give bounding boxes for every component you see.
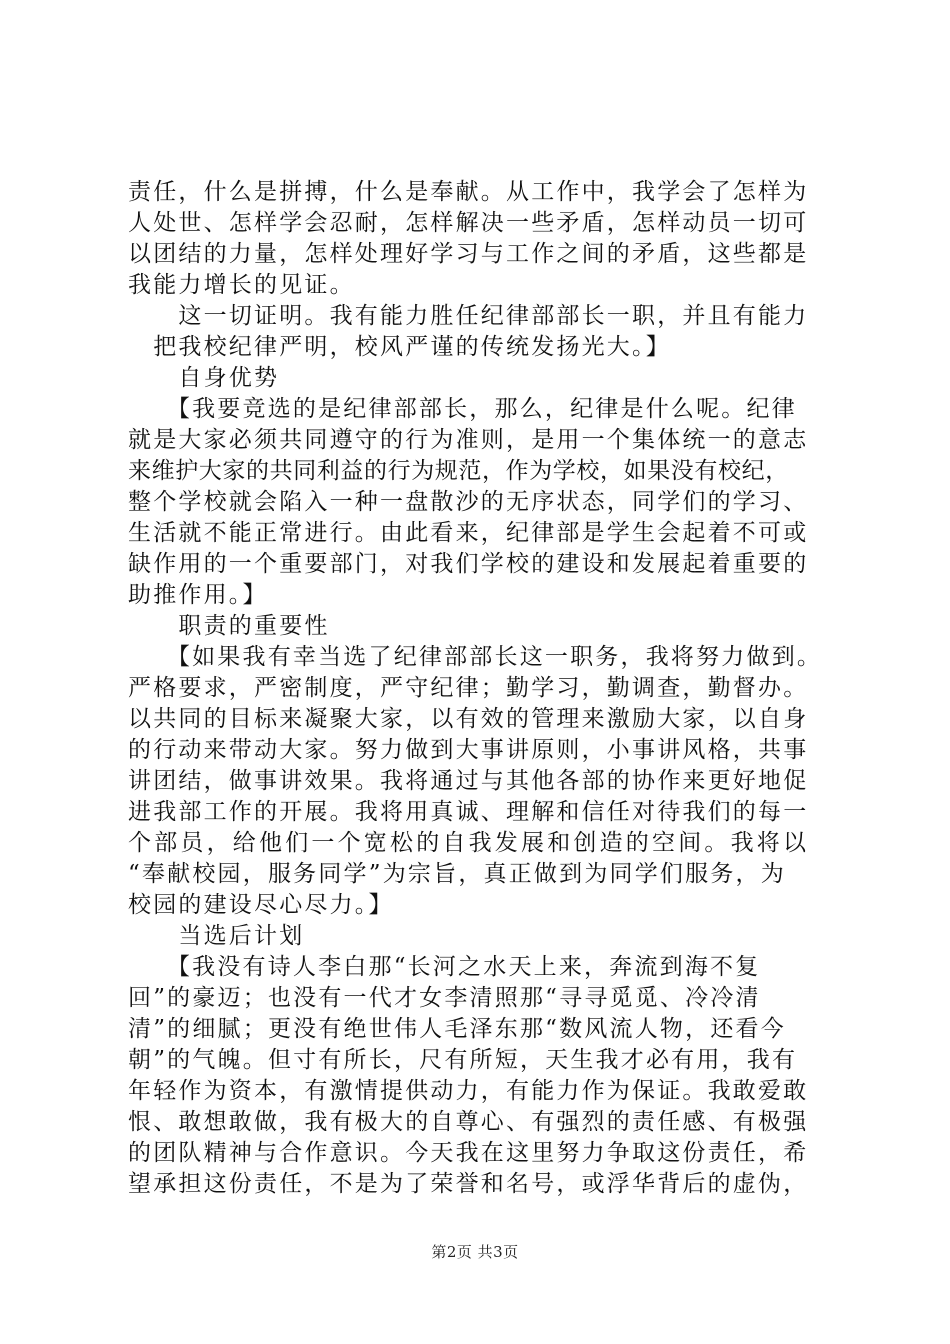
text-line: 进我部工作的开展。我将用真诚、理解和信任对待我们的每一 (128, 799, 809, 825)
text-line: 这一切证明。我有能力胜任纪律部部长一职，并且有能力 (128, 303, 809, 329)
text-line: 清”的细腻；更没有绝世伟人毛泽东那“数风流人物，还看今 (128, 1016, 786, 1042)
text-line: 【我要竞选的是纪律部部长，那么，纪律是什么呢。纪律 (128, 396, 797, 422)
text-line: 以共同的目标来凝聚大家，以有效的管理来激励大家，以自身 (128, 706, 809, 732)
text-line: 生活就不能正常进行。由此看来，纪律部是学生会起着不可或 (128, 520, 809, 546)
document-body (128, 177, 848, 1200)
text-line: 人处世、怎样学会忍耐，怎样解决一些矛盾，怎样动员一切可 (128, 210, 809, 236)
text-line: 朝”的气魄。但寸有所长，尺有所短，天生我才必有用，我有 (128, 1047, 798, 1073)
text-line: 就是大家必须共同遵守的行为准则，是用一个集体统一的意志 (128, 427, 809, 453)
text-line: 助推作用。】 (128, 582, 268, 608)
text-line: 望承担这份责任，不是为了荣誉和名号，或浮华背后的虚伪， (128, 1171, 809, 1197)
section-heading: 自身优势 (128, 365, 280, 391)
text-line: 校园的建设尽心尽力。】 (128, 892, 394, 918)
text-line: 【我没有诗人李白那“长河之水天上来，奔流到海不复 (128, 954, 761, 980)
text-line: 【如果我有幸当选了纪律部部长这一职务，我将努力做到。 (128, 644, 823, 670)
section-heading: 当选后计划 (128, 923, 305, 949)
page-number-footer: 第2页 共3页 (431, 1243, 519, 1261)
text-line: 恨、敢想敢做，我有极大的自尊心、有强烈的责任感、有极强 (128, 1109, 809, 1135)
text-line: 我能力增长的见证。 (128, 272, 355, 298)
text-line: 责任，什么是拼搏，什么是奉献。从工作中，我学会了怎样为 (128, 179, 809, 205)
text-line: 以团结的力量，怎样处理好学习与工作之间的矛盾，这些都是 (128, 241, 809, 267)
text-line: 来维护大家的共同利益的行为规范，作为学校，如果没有校纪， (128, 458, 789, 484)
text-line: 的团队精神与合作意识。今天我在这里努力争取这份责任，希 (128, 1140, 809, 1166)
text-line: 缺作用的一个重要部门，对我们学校的建设和发展起着重要的 (128, 551, 809, 577)
section-heading: 职责的重要性 (128, 613, 330, 639)
text-line: 回”的豪迈；也没有一代才女李清照那“寻寻觅觅、冷冷清 (128, 985, 761, 1011)
text-line: 把我校纪律严明，校风严谨的传统发扬光大。】 (128, 334, 671, 360)
text-line: 严格要求，严密制度，严守纪律；勤学习，勤调查，勤督办。 (128, 675, 809, 701)
text-line: 讲团结，做事讲效果。我将通过与其他各部的协作来更好地促 (128, 768, 809, 794)
text-line: “奉献校园，服务同学”为宗旨，真正做到为同学们服务，为 (128, 861, 786, 887)
text-line: 的行动来带动大家。努力做到大事讲原则，小事讲风格，共事 (128, 737, 809, 763)
text-line: 年轻作为资本，有激情提供动力，有能力作为保证。我敢爱敢 (128, 1078, 809, 1104)
text-line: 整个学校就会陷入一种一盘散沙的无序状态，同学们的学习、 (128, 489, 809, 515)
text-line: 个部员，给他们一个宽松的自我发展和创造的空间。我将以 (128, 830, 810, 856)
